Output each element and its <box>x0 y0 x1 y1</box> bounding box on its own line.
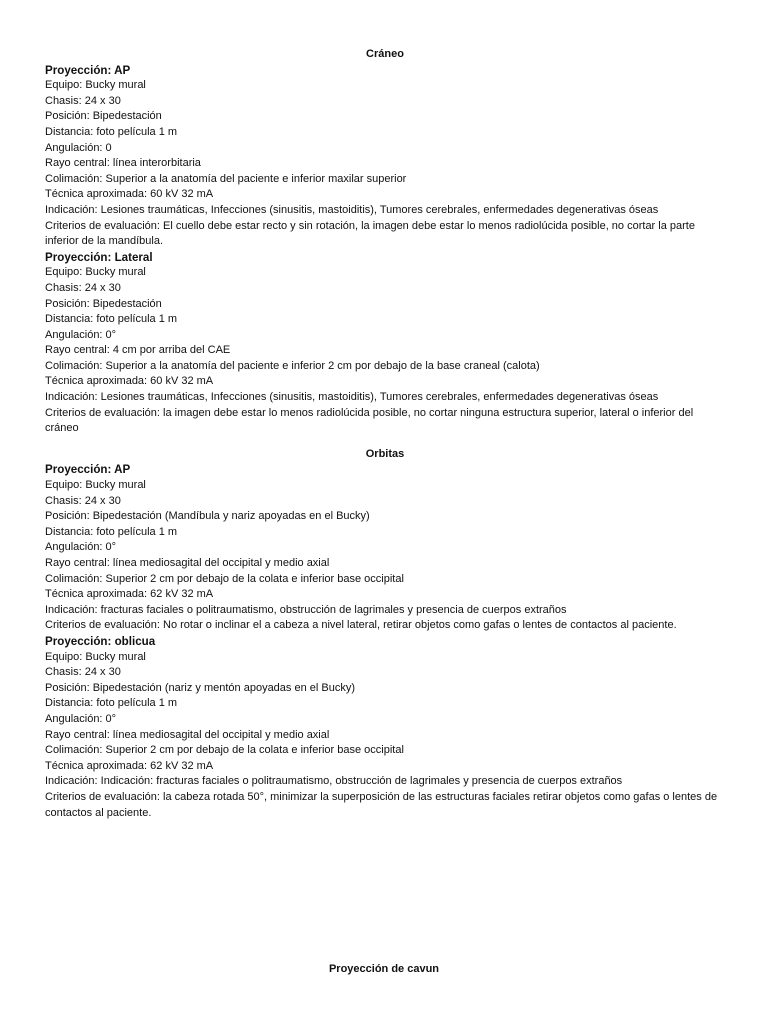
collimation-line: Colimación: Superior 2 cm por debajo de la colata e inferior base occipital <box>45 572 404 585</box>
angulation-line: Angulación: 0 <box>45 141 112 154</box>
distance-line: Distancia: foto película 1 m <box>45 313 178 326</box>
angulation-line: Angulación: 0° <box>45 541 117 554</box>
chassis-line: Chasis: 24 x 30 <box>45 281 121 294</box>
chassis-line: Chasis: 24 x 30 <box>45 94 121 107</box>
technique-line: Técnica aproximada: 62 kV 32 mA <box>45 759 214 772</box>
projection-block <box>45 462 725 634</box>
position-line: Posición: Bipedestación (Mandíbula y nariz apoyadas en el Bucky) <box>45 510 370 523</box>
projection-heading: Proyección: Lateral <box>45 250 153 264</box>
collimation-line: Colimación: Superior 2 cm por debajo de la colata e inferior base occipital <box>45 744 404 757</box>
indication-line: Indicación: fracturas faciales o politraumatismo, obstrucción de lagrimales y presencia de cuerpos extraños <box>45 603 567 616</box>
chassis-line: Chasis: 24 x 30 <box>45 494 121 507</box>
evaluation-criteria-line: Criterios de evaluación: la cabeza rotada 50°, minimizar la superposición de las estructuras faciales retirar objetos como gafas o lentes de contactos al paciente. <box>45 790 718 819</box>
equipment-line: Equipo: Bucky mural <box>45 650 146 663</box>
evaluation-criteria-line: Criterios de evaluación: No rotar o inclinar el a cabeza a nivel lateral, retirar objetos como gafas o lentes de contactos al paciente. <box>45 619 677 632</box>
section-title: Cráneo <box>366 48 404 60</box>
central-ray-line: Rayo central: 4 cm por arriba del CAE <box>45 344 231 357</box>
equipment-line: Equipo: Bucky mural <box>45 266 146 279</box>
position-line: Posición: Bipedestación <box>45 110 162 123</box>
evaluation-criteria-line: Criterios de evaluación: la imagen debe estar lo menos radiolúcida posible, no cortar ninguna estructura superior, lateral o inferior del cráneo <box>45 406 694 435</box>
technique-line: Técnica aproximada: 60 kV 32 mA <box>45 375 214 388</box>
section-title: Orbitas <box>365 447 405 460</box>
indication-line: Indicación: Indicación: fracturas faciales o politraumatismo, obstrucción de lagrimales y presencia de cuerpos extraños <box>45 775 623 788</box>
angulation-line: Angulación: 0° <box>45 328 117 341</box>
section-craneo <box>45 47 725 437</box>
projection-block <box>45 250 725 437</box>
section-orbitas <box>45 447 725 821</box>
central-ray-line: Rayo central: línea interorbitaria <box>45 157 201 170</box>
equipment-line: Equipo: Bucky mural <box>45 479 146 492</box>
position-line: Posición: Bipedestación (nariz y mentón apoyadas en el Bucky) <box>45 681 356 694</box>
projection-heading: Proyección: oblicua <box>45 634 156 648</box>
projection-block <box>45 63 725 250</box>
technique-line: Técnica aproximada: 62 kV 32 mA <box>45 588 214 601</box>
distance-line: Distancia: foto película 1 m <box>45 125 178 138</box>
distance-line: Distancia: foto película 1 m <box>45 525 178 538</box>
next-section-title: Proyección de cavun <box>328 963 440 975</box>
distance-line: Distancia: foto película 1 m <box>45 697 178 710</box>
collimation-line: Colimación: Superior a la anatomía del paciente e inferior 2 cm por debajo de la base craneal (calota) <box>45 359 540 372</box>
projection-heading: Proyección: AP <box>45 463 131 477</box>
indication-line: Indicación: Lesiones traumáticas, Infecciones (sinusitis, mastoiditis), Tumores cerebrales, enfermedades degenerativas óseas <box>45 203 659 216</box>
collimation-line: Colimación: Superior a la anatomía del paciente e inferior maxilar superior <box>45 172 407 185</box>
equipment-line: Equipo: Bucky mural <box>45 79 146 92</box>
indication-line: Indicación: Lesiones traumáticas, Infecciones (sinusitis, mastoiditis), Tumores cerebrales, enfermedades degenerativas óseas <box>45 391 659 404</box>
projection-block <box>45 634 725 821</box>
evaluation-criteria-line: Criterios de evaluación: El cuello debe estar recto y sin rotación, la imagen debe estar lo menos radiolúcida posible, no cortar la parte inferior de la mandíbula. <box>45 219 695 248</box>
angulation-line: Angulación: 0° <box>45 712 117 725</box>
central-ray-line: Rayo central: línea mediosagital del occipital y medio axial <box>45 728 330 741</box>
position-line: Posición: Bipedestación <box>45 297 162 310</box>
chassis-line: Chasis: 24 x 30 <box>45 666 121 679</box>
central-ray-line: Rayo central: línea mediosagital del occipital y medio axial <box>45 557 330 569</box>
section-spacer <box>45 437 725 447</box>
projection-heading: Proyección: AP <box>45 63 131 77</box>
document-page <box>45 47 725 821</box>
technique-line: Técnica aproximada: 60 kV 32 mA <box>45 188 214 201</box>
